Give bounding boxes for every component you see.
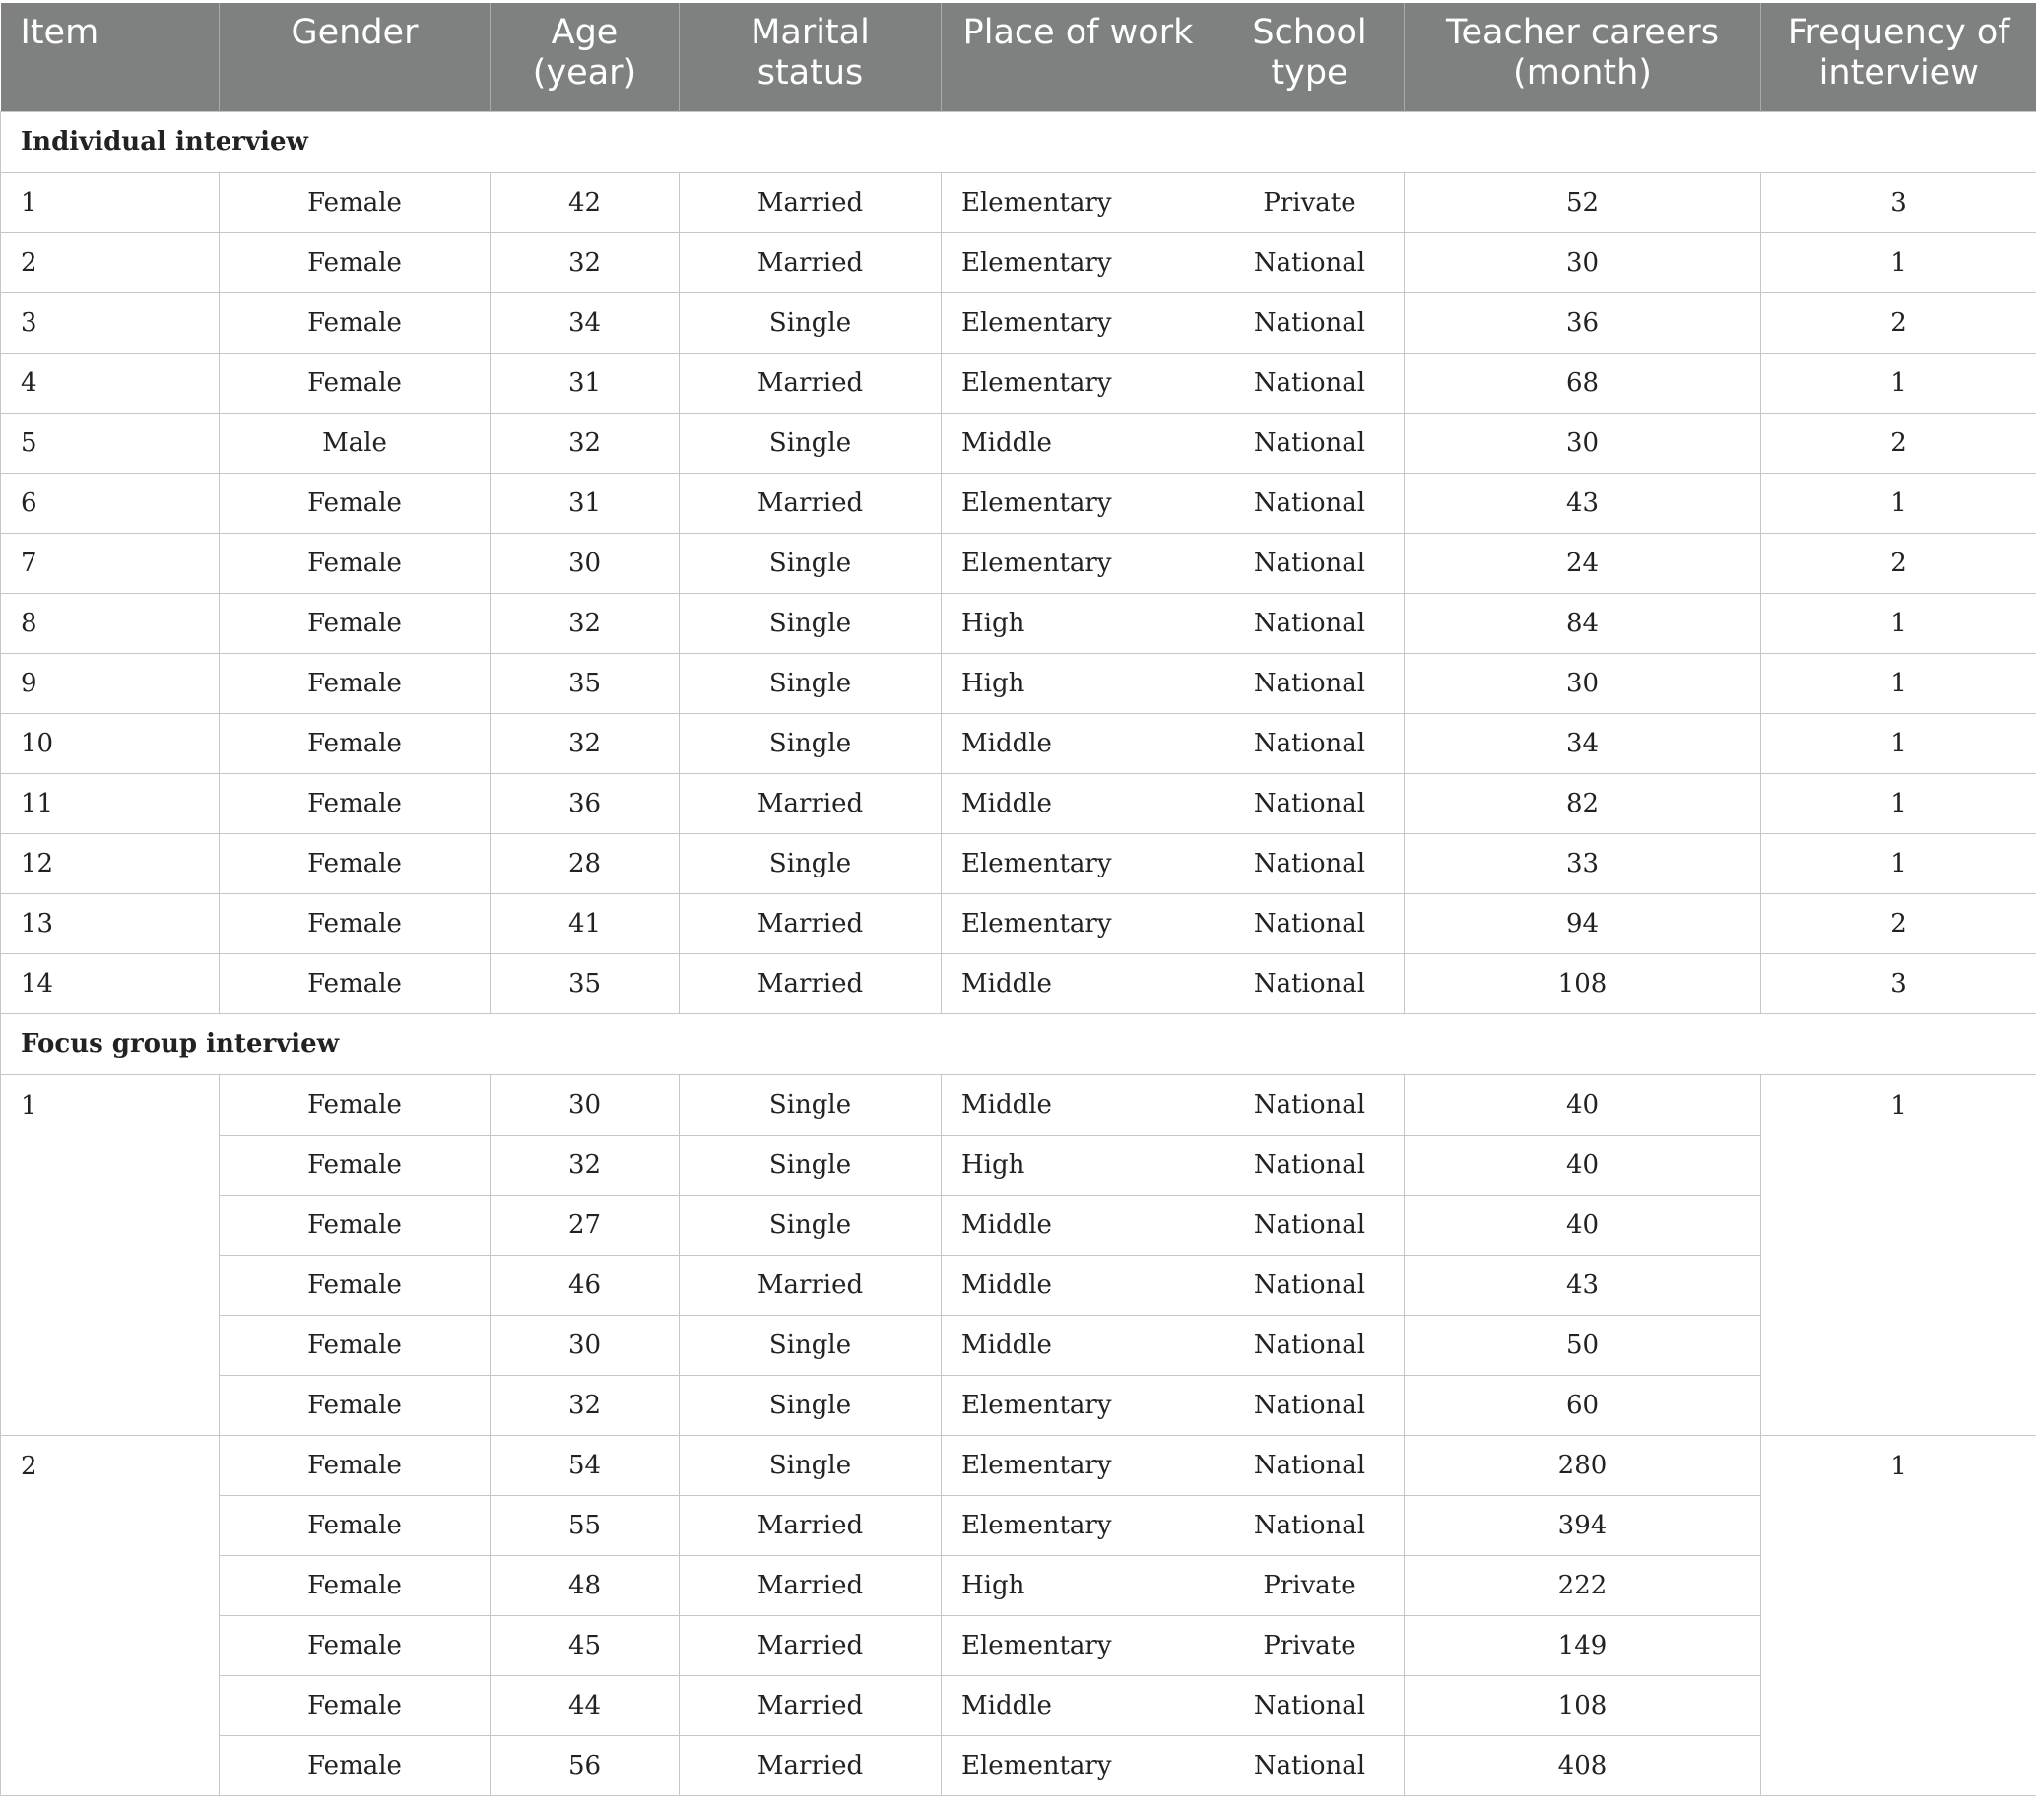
cell-teacher-careers: 30: [1405, 413, 1761, 473]
table-row: [1, 533, 2036, 593]
section-focus-group-interview: [1, 1013, 2036, 1074]
table-row: [1, 1555, 2036, 1615]
cell-gender: Female: [220, 1555, 491, 1615]
cell-age: 32: [491, 1135, 680, 1195]
cell-teacher-careers: 84: [1405, 593, 1761, 653]
cell-age: 31: [491, 353, 680, 413]
cell-gender: Female: [220, 232, 491, 292]
cell-age: 45: [491, 1615, 680, 1675]
cell-school-type: National: [1215, 533, 1405, 593]
cell-gender: Female: [220, 1735, 491, 1795]
cell-place-of-work: Elementary: [942, 1435, 1215, 1495]
cell-frequency: 1: [1761, 593, 2036, 653]
cell-age: 32: [491, 1375, 680, 1435]
cell-item: 12: [1, 833, 220, 893]
table-row: [1, 1135, 2036, 1195]
cell-teacher-careers: 108: [1405, 1675, 1761, 1735]
cell-item: 7: [1, 533, 220, 593]
table-row: [1, 232, 2036, 292]
cell-gender: Female: [220, 353, 491, 413]
cell-place-of-work: Elementary: [942, 353, 1215, 413]
cell-school-type: National: [1215, 1255, 1405, 1315]
cell-place-of-work: Elementary: [942, 833, 1215, 893]
cell-school-type: Private: [1215, 1555, 1405, 1615]
cell-gender: Female: [220, 1315, 491, 1375]
header-item: Item: [1, 3, 220, 111]
cell-teacher-careers: 108: [1405, 953, 1761, 1013]
cell-school-type: National: [1215, 1195, 1405, 1255]
cell-teacher-careers: 43: [1405, 1255, 1761, 1315]
table-row: [1, 1315, 2036, 1375]
table-row: [1, 953, 2036, 1013]
table-row: [1, 1735, 2036, 1795]
cell-marital-status: Married: [680, 1255, 942, 1315]
cell-place-of-work: Elementary: [942, 473, 1215, 533]
cell-school-type: National: [1215, 232, 1405, 292]
cell-marital-status: Single: [680, 833, 942, 893]
cell-item: 13: [1, 893, 220, 953]
cell-teacher-careers: 50: [1405, 1315, 1761, 1375]
cell-gender: Female: [220, 533, 491, 593]
cell-school-type: National: [1215, 1074, 1405, 1135]
cell-teacher-careers: 94: [1405, 893, 1761, 953]
cell-school-type: National: [1215, 1135, 1405, 1195]
cell-item: 4: [1, 353, 220, 413]
cell-teacher-careers: 149: [1405, 1615, 1761, 1675]
cell-age: 42: [491, 172, 680, 232]
cell-place-of-work: Elementary: [942, 533, 1215, 593]
cell-marital-status: Single: [680, 1195, 942, 1255]
cell-frequency: 1: [1761, 1074, 2036, 1435]
section-individual-interview: [1, 111, 2036, 172]
cell-marital-status: Married: [680, 172, 942, 232]
table-row: [1, 1074, 2036, 1135]
section-focus-group-interview-title: Focus group interview: [1, 1013, 2036, 1074]
cell-item: 14: [1, 953, 220, 1013]
cell-frequency: 1: [1761, 353, 2036, 413]
table-row: [1, 593, 2036, 653]
cell-school-type: Private: [1215, 1615, 1405, 1675]
cell-age: 41: [491, 893, 680, 953]
cell-place-of-work: Elementary: [942, 1375, 1215, 1435]
table-row: [1, 1435, 2036, 1495]
cell-place-of-work: Middle: [942, 413, 1215, 473]
table-row: [1, 1495, 2036, 1555]
table-row: [1, 1195, 2036, 1255]
cell-gender: Female: [220, 473, 491, 533]
cell-age: 48: [491, 1555, 680, 1615]
cell-place-of-work: Elementary: [942, 1615, 1215, 1675]
cell-age: 34: [491, 292, 680, 353]
cell-frequency: 2: [1761, 413, 2036, 473]
cell-school-type: National: [1215, 833, 1405, 893]
table-row: [1, 413, 2036, 473]
table-row: [1, 713, 2036, 773]
cell-marital-status: Married: [680, 1675, 942, 1735]
cell-place-of-work: Middle: [942, 953, 1215, 1013]
cell-item: 1: [1, 1074, 220, 1435]
cell-marital-status: Married: [680, 1735, 942, 1795]
cell-gender: Male: [220, 413, 491, 473]
cell-frequency: 2: [1761, 893, 2036, 953]
header-frequency: Frequency of interview: [1761, 3, 2036, 111]
cell-frequency: 1: [1761, 232, 2036, 292]
header-gender: Gender: [220, 3, 491, 111]
cell-item: 6: [1, 473, 220, 533]
cell-marital-status: Single: [680, 653, 942, 713]
cell-teacher-careers: 34: [1405, 713, 1761, 773]
cell-frequency: 1: [1761, 473, 2036, 533]
header-row: [1, 3, 2036, 111]
cell-place-of-work: Elementary: [942, 232, 1215, 292]
cell-marital-status: Single: [680, 1135, 942, 1195]
cell-teacher-careers: 394: [1405, 1495, 1761, 1555]
cell-place-of-work: Middle: [942, 1074, 1215, 1135]
cell-age: 55: [491, 1495, 680, 1555]
cell-marital-status: Married: [680, 232, 942, 292]
cell-gender: Female: [220, 893, 491, 953]
cell-teacher-careers: 68: [1405, 353, 1761, 413]
cell-marital-status: Single: [680, 1315, 942, 1375]
cell-age: 30: [491, 533, 680, 593]
cell-teacher-careers: 43: [1405, 473, 1761, 533]
cell-marital-status: Married: [680, 1495, 942, 1555]
cell-gender: Female: [220, 1074, 491, 1135]
cell-place-of-work: High: [942, 653, 1215, 713]
cell-gender: Female: [220, 1615, 491, 1675]
cell-marital-status: Married: [680, 1555, 942, 1615]
cell-gender: Female: [220, 953, 491, 1013]
cell-school-type: National: [1215, 773, 1405, 833]
cell-gender: Female: [220, 773, 491, 833]
table-row: [1, 473, 2036, 533]
cell-frequency: 1: [1761, 653, 2036, 713]
cell-frequency: 1: [1761, 833, 2036, 893]
cell-frequency: 3: [1761, 172, 2036, 232]
cell-school-type: National: [1215, 1315, 1405, 1375]
cell-age: 54: [491, 1435, 680, 1495]
cell-item: 11: [1, 773, 220, 833]
cell-age: 30: [491, 1315, 680, 1375]
cell-school-type: National: [1215, 953, 1405, 1013]
cell-item: 2: [1, 232, 220, 292]
cell-gender: Female: [220, 1375, 491, 1435]
cell-age: 32: [491, 713, 680, 773]
cell-school-type: National: [1215, 713, 1405, 773]
cell-gender: Female: [220, 172, 491, 232]
cell-marital-status: Married: [680, 353, 942, 413]
cell-marital-status: Married: [680, 773, 942, 833]
cell-teacher-careers: 60: [1405, 1375, 1761, 1435]
cell-age: 32: [491, 232, 680, 292]
cell-place-of-work: Middle: [942, 1195, 1215, 1255]
cell-teacher-careers: 40: [1405, 1195, 1761, 1255]
cell-frequency: 3: [1761, 953, 2036, 1013]
cell-age: 32: [491, 593, 680, 653]
cell-marital-status: Single: [680, 1074, 942, 1135]
cell-frequency: 1: [1761, 713, 2036, 773]
header-teacher-careers: Teacher careers (month): [1405, 3, 1761, 111]
cell-marital-status: Single: [680, 533, 942, 593]
header-age: Age (year): [491, 3, 680, 111]
cell-place-of-work: High: [942, 593, 1215, 653]
cell-item: 8: [1, 593, 220, 653]
cell-teacher-careers: 30: [1405, 232, 1761, 292]
cell-school-type: National: [1215, 1735, 1405, 1795]
cell-age: 35: [491, 953, 680, 1013]
cell-gender: Female: [220, 1675, 491, 1735]
cell-gender: Female: [220, 1255, 491, 1315]
cell-school-type: National: [1215, 893, 1405, 953]
cell-item: 2: [1, 1435, 220, 1795]
cell-age: 56: [491, 1735, 680, 1795]
header-place-of-work: Place of work: [942, 3, 1215, 111]
cell-place-of-work: Elementary: [942, 172, 1215, 232]
cell-school-type: National: [1215, 413, 1405, 473]
cell-school-type: National: [1215, 653, 1405, 713]
cell-frequency: 1: [1761, 773, 2036, 833]
cell-age: 46: [491, 1255, 680, 1315]
cell-marital-status: Married: [680, 1615, 942, 1675]
cell-place-of-work: High: [942, 1555, 1215, 1615]
cell-marital-status: Single: [680, 1375, 942, 1435]
cell-teacher-careers: 24: [1405, 533, 1761, 593]
cell-age: 36: [491, 773, 680, 833]
cell-age: 44: [491, 1675, 680, 1735]
cell-teacher-careers: 33: [1405, 833, 1761, 893]
cell-age: 28: [491, 833, 680, 893]
cell-gender: Female: [220, 1135, 491, 1195]
cell-item: 9: [1, 653, 220, 713]
cell-marital-status: Married: [680, 473, 942, 533]
cell-marital-status: Single: [680, 713, 942, 773]
cell-age: 30: [491, 1074, 680, 1135]
cell-teacher-careers: 280: [1405, 1435, 1761, 1495]
cell-marital-status: Single: [680, 1435, 942, 1495]
header-marital-status: Marital status: [680, 3, 942, 111]
cell-school-type: National: [1215, 1435, 1405, 1495]
cell-item: 1: [1, 172, 220, 232]
cell-school-type: National: [1215, 353, 1405, 413]
cell-school-type: National: [1215, 1675, 1405, 1735]
cell-age: 35: [491, 653, 680, 713]
cell-marital-status: Married: [680, 953, 942, 1013]
cell-marital-status: Married: [680, 893, 942, 953]
cell-teacher-careers: 82: [1405, 773, 1761, 833]
table-row: [1, 1675, 2036, 1735]
cell-age: 32: [491, 413, 680, 473]
cell-teacher-careers: 52: [1405, 172, 1761, 232]
table-row: [1, 773, 2036, 833]
table-row: [1, 172, 2036, 232]
cell-marital-status: Single: [680, 292, 942, 353]
cell-school-type: National: [1215, 1375, 1405, 1435]
cell-school-type: Private: [1215, 172, 1405, 232]
cell-teacher-careers: 408: [1405, 1735, 1761, 1795]
cell-school-type: National: [1215, 593, 1405, 653]
cell-school-type: National: [1215, 1495, 1405, 1555]
cell-age: 31: [491, 473, 680, 533]
table-row: [1, 1615, 2036, 1675]
table-row: [1, 893, 2036, 953]
cell-gender: Female: [220, 833, 491, 893]
cell-frequency: 2: [1761, 533, 2036, 593]
table-row: [1, 292, 2036, 353]
cell-school-type: National: [1215, 473, 1405, 533]
cell-teacher-careers: 40: [1405, 1135, 1761, 1195]
participants-table: [0, 3, 2036, 1796]
table-row: [1, 833, 2036, 893]
cell-teacher-careers: 40: [1405, 1074, 1761, 1135]
cell-age: 27: [491, 1195, 680, 1255]
cell-teacher-careers: 36: [1405, 292, 1761, 353]
table-row: [1, 653, 2036, 713]
cell-place-of-work: Middle: [942, 713, 1215, 773]
cell-gender: Female: [220, 593, 491, 653]
table-row: [1, 1375, 2036, 1435]
table-row: [1, 1255, 2036, 1315]
table-body: [1, 111, 2036, 1795]
cell-place-of-work: Elementary: [942, 893, 1215, 953]
cell-gender: Female: [220, 1495, 491, 1555]
cell-place-of-work: High: [942, 1135, 1215, 1195]
cell-gender: Female: [220, 653, 491, 713]
cell-item: 5: [1, 413, 220, 473]
cell-place-of-work: Middle: [942, 1315, 1215, 1375]
cell-place-of-work: Elementary: [942, 292, 1215, 353]
cell-place-of-work: Middle: [942, 1675, 1215, 1735]
cell-item: 3: [1, 292, 220, 353]
cell-place-of-work: Elementary: [942, 1735, 1215, 1795]
cell-school-type: National: [1215, 292, 1405, 353]
header-school-type: School type: [1215, 3, 1405, 111]
cell-frequency: 2: [1761, 292, 2036, 353]
cell-place-of-work: Elementary: [942, 1495, 1215, 1555]
cell-place-of-work: Middle: [942, 1255, 1215, 1315]
cell-marital-status: Single: [680, 593, 942, 653]
section-individual-interview-title: Individual interview: [1, 111, 2036, 172]
cell-marital-status: Single: [680, 413, 942, 473]
cell-teacher-careers: 222: [1405, 1555, 1761, 1615]
cell-gender: Female: [220, 1435, 491, 1495]
cell-gender: Female: [220, 292, 491, 353]
cell-item: 10: [1, 713, 220, 773]
cell-gender: Female: [220, 713, 491, 773]
cell-teacher-careers: 30: [1405, 653, 1761, 713]
cell-frequency: 1: [1761, 1435, 2036, 1795]
cell-place-of-work: Middle: [942, 773, 1215, 833]
cell-gender: Female: [220, 1195, 491, 1255]
table-row: [1, 353, 2036, 413]
